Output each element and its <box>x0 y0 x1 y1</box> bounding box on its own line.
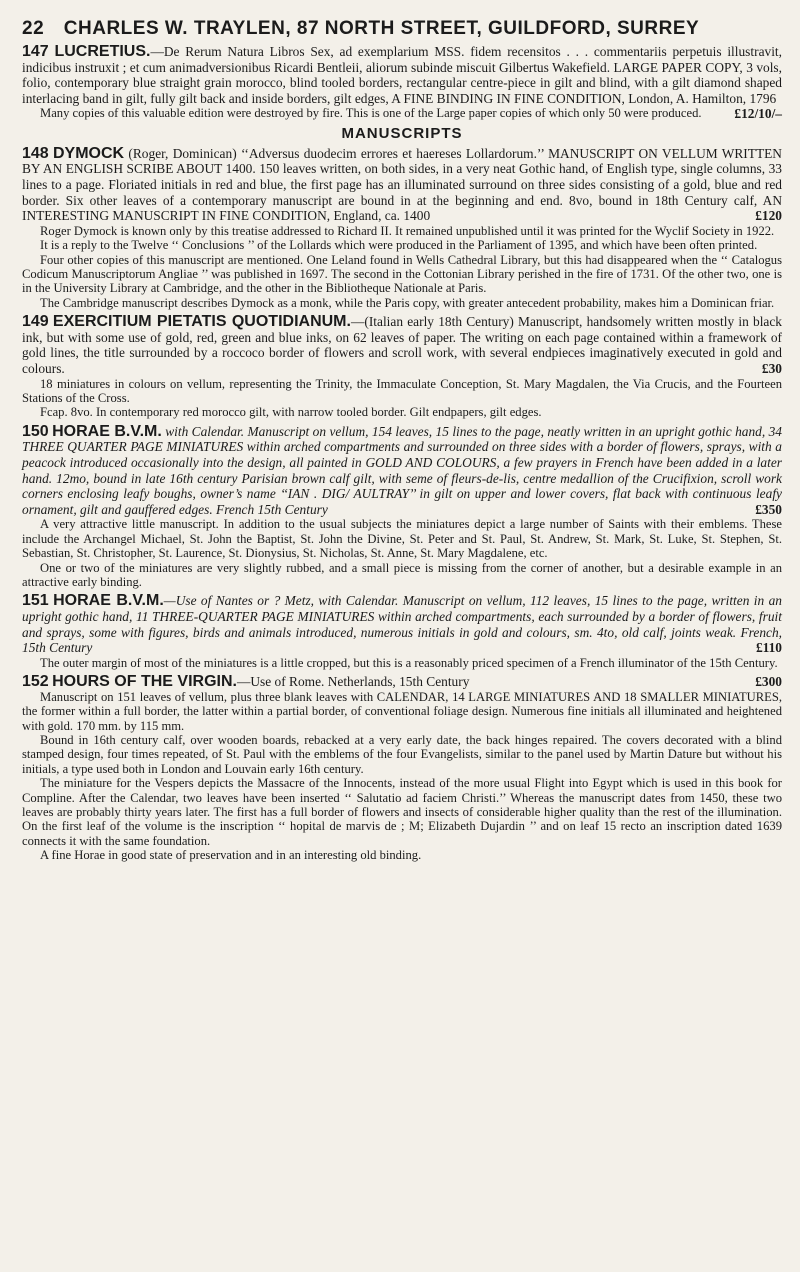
lot-number: 152 <box>22 673 49 691</box>
lot-entry <box>22 44 782 121</box>
lot-body: with Calendar. Manuscript on vellum, 154 leaves, 15 lines to the page, neatly written in an upright gothic hand, 34 THREE QUARTER PAGE MINIATURES within arched compartments and surrounded on three sides with a border of flowers, sprays, with a peacock introduced occasionally into the design, all painted in GOLD AND COLOURS, a few prayers in French have been added in a later hand. 12mo, bound in late 16th century Parisian brown calf gilt, with seme of fleurs-de-lis, centre medallion of the Crucifixion, scroll work corners enclosing leafy boughs, owner’s name ‘‘IAN . DIG/ AULTRAY’’ in gilt on upper and lower covers, flat back with continuous leafy ornament, gilt and gauffered edges. French 15th Century <box>22 423 782 517</box>
bookseller-address: CHARLES W. TRAYLEN, 87 NORTH STREET, GUILDFORD, SURREY <box>63 18 700 39</box>
lot-title: DYMOCK <box>53 144 125 162</box>
lot-title: EXERCITIUM PIETATIS QUOTIDIANUM. <box>52 313 351 331</box>
lot-note: Four other copies of this manuscript are mentioned. One Leland found in Wells Cathedral Library, but this had disappeared when the ‘‘ Catalogus Codicum Manuscriptorum Angliae ’’ was published in 1697. The second in the Cottonian Library perished in the fire of 1731. Of the other two, one is in the University Library at Cambridge, and the other in the Bibliotheque Nationale at Paris. <box>22 252 782 296</box>
lot-price: £300 <box>755 674 782 690</box>
lot-body: —De Rerum Natura Libros Sex, ad exemplarium MSS. fidem recensitos . . . commentariis perpetuis illustravit, indicibus instruxit ; et cum animadversionibus Ricardi Bentleii, aliorum subinde miscuit Gilbertus Wakefield. LARGE PAPER COPY, 3 vols, folio, contemporary blue straight grain morocco, blind tooled borders, rectangular centre-piece in gilt and blind, with a gilt diamond shaped interlacing band in gilt, fully gilt back and inside borders, gilt edges, A FINE BINDING IN FINE CONDITION, London, A. Hamilton, 1796 <box>22 44 782 106</box>
lot-entry <box>22 424 782 590</box>
lot-number: 147 <box>22 43 49 60</box>
lot-entry <box>22 146 782 310</box>
lot-entry <box>22 314 782 420</box>
lot-note: Bound in 16th century calf, over wooden boards, rebacked at a very early date, the back hinges repaired. The covers decorated with a blind stamped design, four times repeated, of St. Paul with the emblems of the four Evangelists, similar to the panel used by Martin Dature but without his initials, a type used both in London and Louvain early 16th century. <box>22 732 782 776</box>
lot-entry <box>22 674 782 862</box>
section-heading: MANUSCRIPTS <box>341 124 463 142</box>
lot-note: The Cambridge manuscript describes Dymock as a monk, while the Paris copy, with greater antecedent probability, makes him a Dominican friar. <box>40 295 775 310</box>
lot-note: A fine Horae in good state of preservation and in an interesting old binding. <box>40 848 422 863</box>
lot-description <box>22 424 782 518</box>
lot-note: 18 miniatures in colours on vellum, representing the Trinity, the Immaculate Conception, St. Mary Magdalen, the Via Crucis, and the Fourteen Stations of the Cross. <box>22 376 782 405</box>
lot-note: Many copies of this valuable edition were destroyed by fire. This is one of the Large paper copies of which only 50 were produced. <box>40 106 702 121</box>
lot-description <box>22 674 782 690</box>
lot-price: £110 <box>755 640 782 656</box>
lot-body: (Roger, Dominican) ‘‘Adversus duodecim errores et haereses Lollardorum.’’ MANUSCRIPT ON VELLUM WRITTEN BY AN ENGLISH SCRIBE ABOUT 1400. 150 leaves written, on both sides, in a very neat Gothic hand, of English type, single columns, 33 lines to a page. Floriated initials in red and blue, the first page has an illuminated surround on three sides consisting of a gold, blue and red border. Six other leaves of a contemporary manuscript are bound in at the beginning and end. 8vo, bound in 18th Century calf, AN INTERESTING MANUSCRIPT IN FINE CONDITION, England, ca. 1400 <box>22 145 782 224</box>
lot-note: Fcap. 8vo. In contemporary red morocco gilt, with narrow tooled border. Gilt endpapers, gilt edges. <box>40 405 542 420</box>
running-head <box>22 18 782 40</box>
lot-note: Roger Dymock is known only by this treatise addressed to Richard II. It remained unpublished until it was printed for the Wyclif Society in 1922. <box>40 223 775 238</box>
lot-note: Manuscript on 151 leaves of vellum, plus three blank leaves with CALENDAR, 14 LARGE MINIATURES AND 18 SMALLER MINIATURES, the former within a full border, the latter within a partial border, of conventional foliage design. Numerous fine initials all illuminated and heightened with gold. 170 mm. by 115 mm. <box>22 689 782 733</box>
lot-price: £350 <box>755 501 782 517</box>
lot-title: HORAE B.V.M. <box>52 422 162 440</box>
lot-price: £120 <box>755 208 782 224</box>
lot-number: 149 <box>22 313 49 331</box>
lot-price: £30 <box>761 360 782 376</box>
lot-title: HORAE B.V.M. <box>53 592 164 610</box>
lot-entry <box>22 593 782 670</box>
lot-body: —Use of Rome. Netherlands, 15th Century <box>236 674 470 690</box>
lot-note: The miniature for the Vespers depicts the Massacre of the Innocents, instead of the more usual Flight into Egypt which is used in this book for Compline. After the Calendar, two leaves have been inserted ‘‘ Salutatio ad faciem Christi.’’ Whereas the manuscript dates from 1450, these two leaves are probably thirty years later. The first has a full border of flowers and insects of considerable higher quality than the rest of the illumination. On the first leaf of the volume is the inscription ‘‘ hopital de marvis de ; M; Elizabeth Dujardin ’’ and on leaf 15 recto an inscription dated 1639 connects it with the same foundation. <box>22 776 782 848</box>
lot-body: —Use of Nantes or ? Metz, with Calendar. Manuscript on vellum, 112 leaves, 15 lines to the page, written in an upright gothic hand, 11 THREE-QUARTER PAGE MINIATURES within arched compartments, each surrounded by a border of flowers, fruit and sprays, some with figures, birds and animals introduced, numerous initials in gold and colours, sm. 4to, old calf, joints weak. French, 15th Century <box>22 593 782 656</box>
lot-body: —(Italian early 18th Century) Manuscript, handsomely written mostly in black ink, but with some use of gold, red, green and blue inks, on 62 leaves of paper. The writing on each page contained within a framework of gold lines, the title surrounded by a roccoco border of flowers and scroll work, with several endpieces imaginatively executed in gold and colours. <box>22 314 782 376</box>
lot-number: 148 <box>22 144 49 162</box>
page-number: 22 <box>22 18 45 39</box>
lot-description <box>22 593 782 655</box>
lot-note: It is a reply to the Twelve ‘‘ Conclusions ’’ of the Lollards which were produced in the Parliament of 1395, and which have been often printed. <box>40 238 758 253</box>
lot-title: LUCRETIUS. <box>54 43 151 60</box>
lot-title: HOURS OF THE VIRGIN. <box>52 673 237 691</box>
lot-note: The outer margin of most of the miniatures is a little cropped, but this is a reasonably priced specimen of a French illuminator of the 15th Century. <box>40 655 778 670</box>
lot-note: A very attractive little manuscript. In addition to the usual subjects the miniatures depict a large number of Saints with their emblems. These include the Archangel Michael, St. John the Baptist, St. John the Divine, St. Peter and St. Paul, St. Andrew, St. Mark, St. Luke, St. Stephen, St. Sebastian, St. Christopher, St. Laurence, St. Dionysius, St. Nicholas, St. Anne, St. Mary Magdalene, etc. <box>22 517 782 561</box>
lot-description <box>22 146 782 224</box>
lot-number: 150 <box>22 422 49 440</box>
lot-note: One or two of the miniatures are very slightly rubbed, and a small piece is missing from the corner of another, but a desirable example in an attractive early binding. <box>22 560 782 589</box>
lot-price: £12/10/– <box>734 106 782 122</box>
lot-description <box>22 314 782 376</box>
lot-number: 151 <box>22 592 49 610</box>
